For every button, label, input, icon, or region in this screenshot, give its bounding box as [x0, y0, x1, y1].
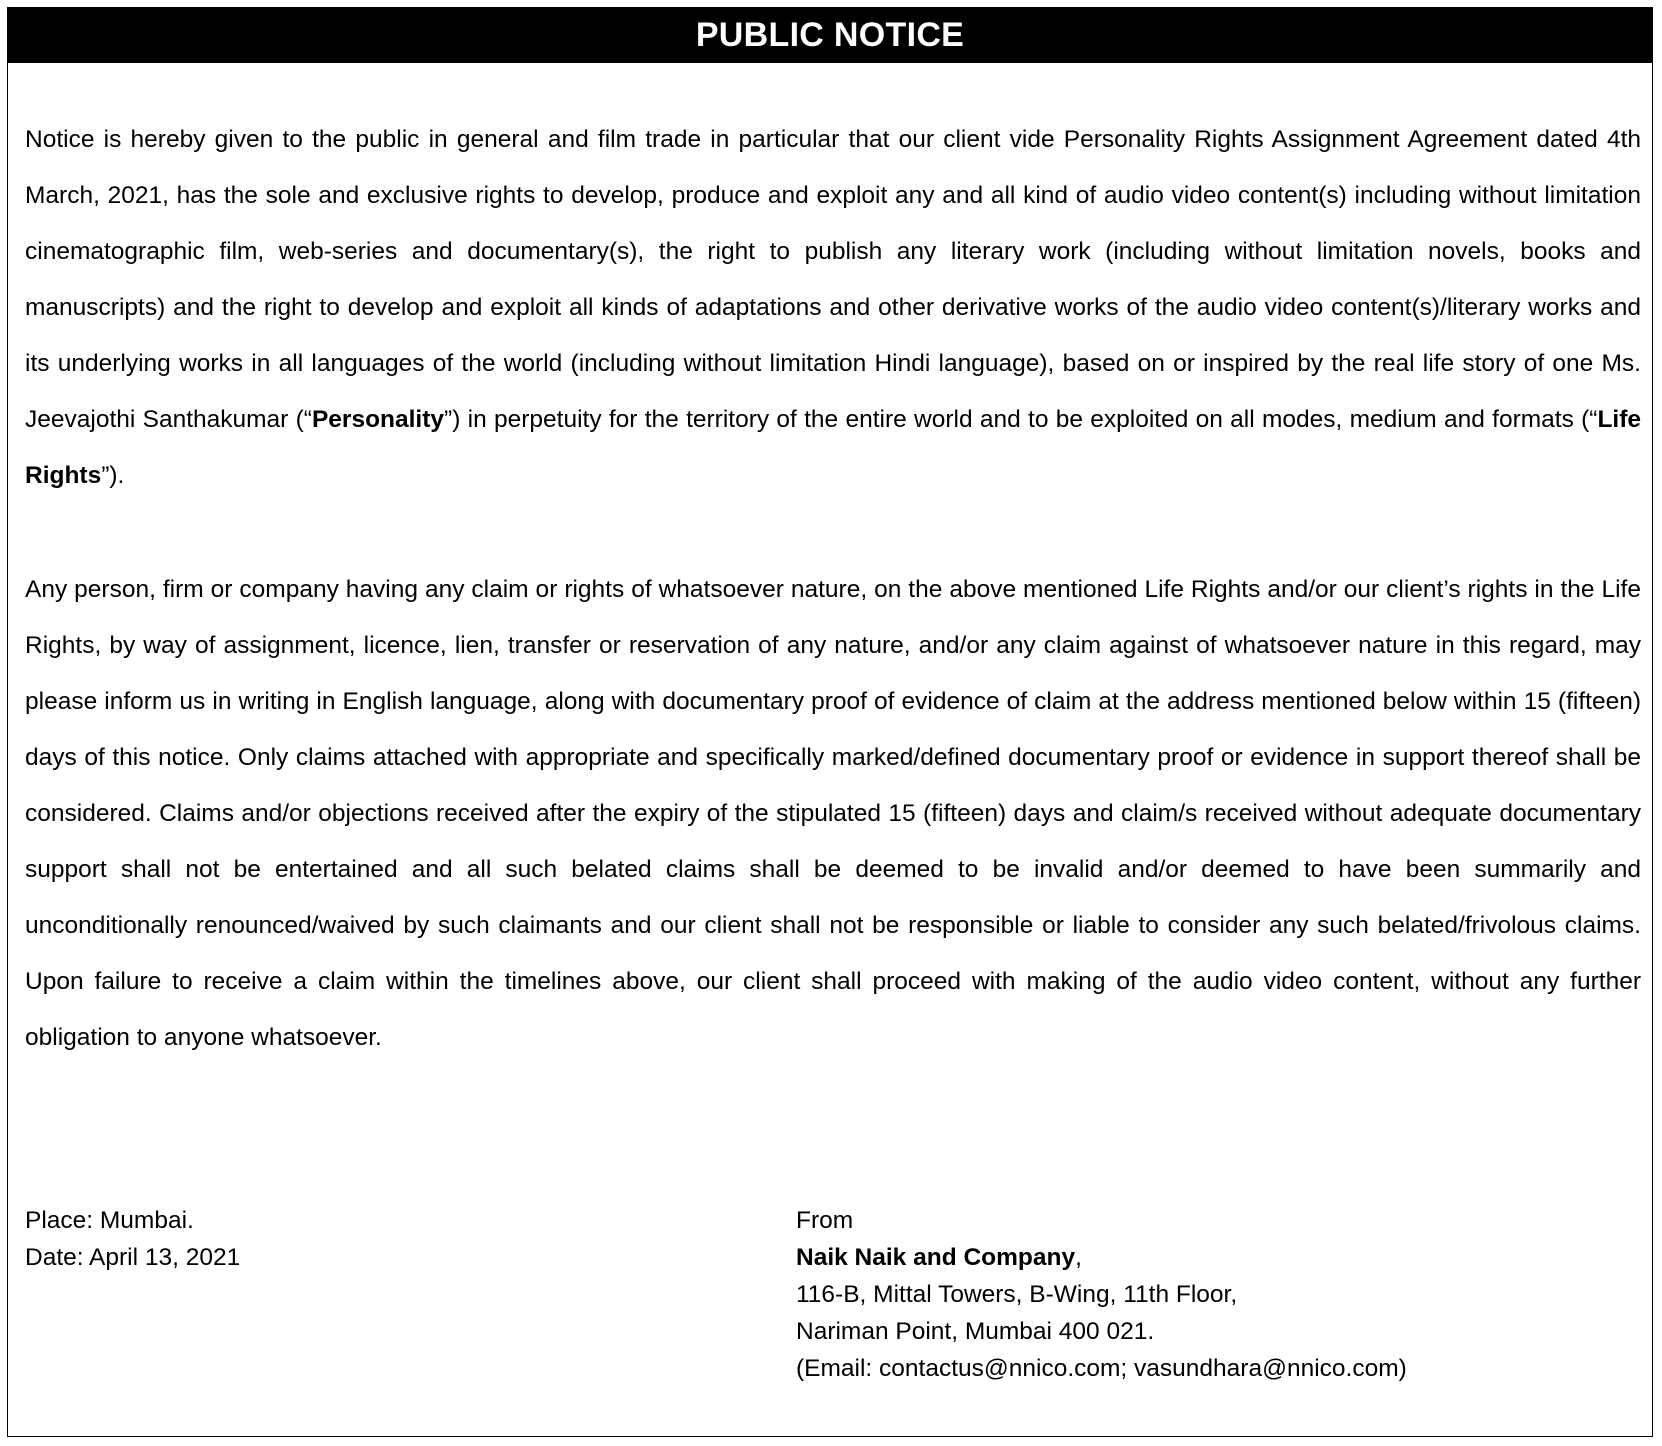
- from-label: From: [796, 1207, 854, 1234]
- firm-name: Naik Naik and Company: [796, 1244, 1076, 1271]
- place-date-block: [25, 1202, 240, 1276]
- place-line: Place: Mumbai.: [25, 1207, 194, 1234]
- defined-term-life-rights: Life Rights: [25, 406, 1641, 489]
- notice-title: PUBLIC NOTICE: [8, 8, 1652, 63]
- paragraph-text: ”) in perpetuity for the territory of the entire world and to be exploited on all modes, medium and formats (“: [444, 406, 1598, 433]
- firm-name-line: [796, 1239, 1407, 1276]
- notice-paragraph-rights: [25, 112, 1641, 504]
- defined-term-personality: Personality: [311, 406, 445, 433]
- firm-name-suffix: ,: [1075, 1244, 1082, 1271]
- date-line: Date: April 13, 2021: [25, 1244, 241, 1271]
- notice-paragraph-claims: Any person, firm or company having any claim or rights of whatsoever nature, on the above mentioned Life Rights and/or our client’s rights in the Life Rights, by way of assignment, licence, lien, transfer or reservation of any nature, and/or any claim against of whatsoever nature in this regard, may please inform us in writing in English language, along with documentary proof of evidence of claim at the address mentioned below within 15 (fifteen) days of this notice. Only claims attached with appropriate and specifically marked/defined documentary proof or evidence in support thereof shall be considered. Claims and/or objections received after the expiry of the stipulated 15 (fifteen) days and claim/s received without adequate documentary support shall not be entertained and all such belated claims shall be deemed to be invalid and/or deemed to have been summarily and unconditionally renounced/waived by such claimants and our client shall not be responsible or liable to consider any such belated/frivolous claims. Upon failure to receive a claim within the timelines above, our client shall proceed with making of the audio video content, without any further obligation to anyone whatsoever.: [25, 576, 1641, 1051]
- paragraph-text: Notice is hereby given to the public in general and film trade in particular that our client vide Personality Rights Assignment Agreement dated 4th March, 2021, has the sole and exclusive rights to develop, produce and exploit any and all kind of audio video content(s) including without limitation cinematographic film, web-series and documentary(s), the right to publish any literary work (including without limitation novels, books and manuscripts) and the right to develop and exploit all kinds of adaptations and other derivative works of the audio video content(s)/literary works and its underlying works in all languages of the world (including without limitation Hindi language), based on or inspired by the real life story of one Ms. Jeevajothi Santhakumar (“: [25, 126, 1641, 433]
- email-line: (Email: contactus@nnico.com; vasundhara@nnico.com): [796, 1355, 1407, 1382]
- sender-block: [796, 1202, 1407, 1387]
- paragraph-text: ”).: [101, 462, 125, 489]
- address-line-1: 116-B, Mittal Towers, B-Wing, 11th Floor,: [796, 1281, 1238, 1308]
- public-notice: [7, 7, 1653, 1437]
- address-line-2: Nariman Point, Mumbai 400 021.: [796, 1318, 1155, 1345]
